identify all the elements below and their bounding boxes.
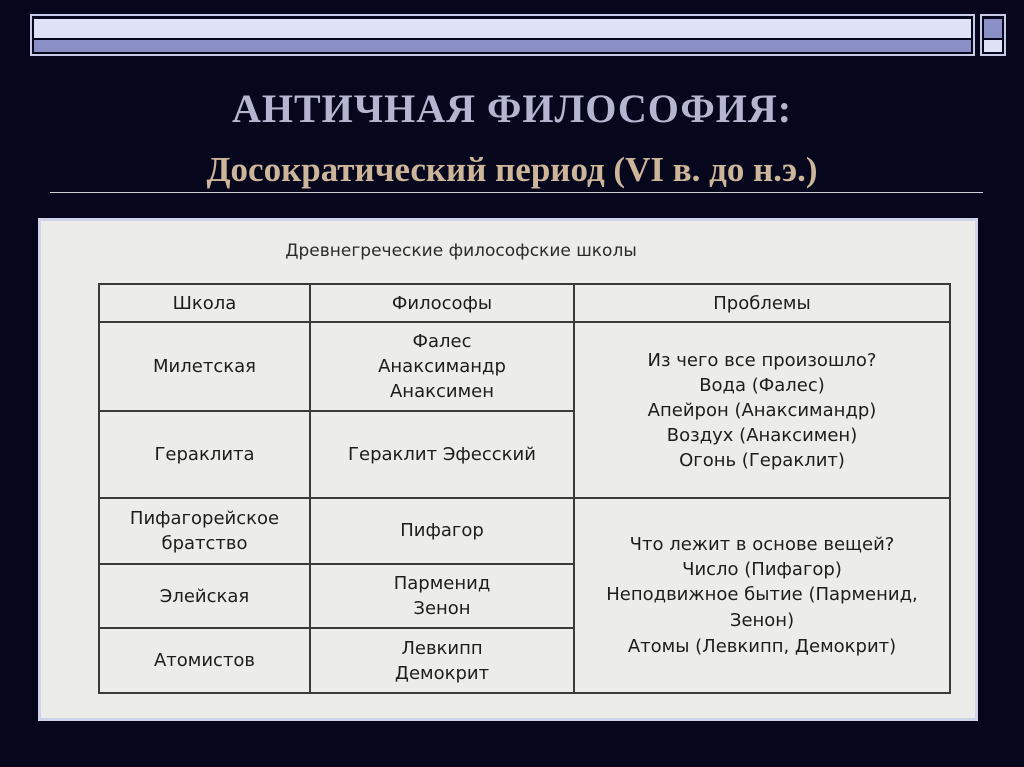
- decorative-top-bar: [30, 14, 975, 56]
- school-cell: Пифагорейское братство: [99, 498, 310, 564]
- decorative-corner-square: [980, 14, 1006, 56]
- top-bar-light-band: [34, 19, 971, 38]
- header-problems: Проблемы: [574, 284, 950, 322]
- problems-cell-group2: Что лежит в основе вещей? Число (Пифагор) Неподвижное бытие (Парменид, Зенон) Атомы (Левкипп, Демокрит): [574, 498, 950, 693]
- philosophers-cell: Фалес Анаксимандр Анаксимен: [310, 322, 574, 411]
- corner-light-band: [984, 40, 1002, 52]
- philosophers-cell: Левкипп Демокрит: [310, 628, 574, 693]
- school-cell: Атомистов: [99, 628, 310, 693]
- slide-title: АНТИЧНАЯ ФИЛОСОФИЯ:: [231, 86, 793, 131]
- top-bar-accent-band: [34, 40, 971, 52]
- school-cell: Гераклита: [99, 411, 310, 498]
- school-cell: Милетская: [99, 322, 310, 411]
- slide-subtitle: Досократический период (VI в. до н.э.): [206, 150, 818, 189]
- title-divider: [50, 192, 983, 193]
- table-row: [99, 498, 950, 564]
- philosophers-cell: Пифагор: [310, 498, 574, 564]
- philosophers-cell: Гераклит Эфесский: [310, 411, 574, 498]
- corner-accent-band: [984, 19, 1002, 38]
- table-header-row: [99, 284, 950, 322]
- table-row: [99, 322, 950, 411]
- philosophers-cell: Парменид Зенон: [310, 564, 574, 629]
- school-cell: Элейская: [99, 564, 310, 629]
- header-school: Школа: [99, 284, 310, 322]
- table-caption: Древнегреческие философские школы: [285, 241, 637, 261]
- problems-cell-group1: Из чего все произошло? Вода (Фалес) Апейрон (Анаксимандр) Воздух (Анаксимен) Огонь (Гераклит): [574, 322, 950, 498]
- schools-table: [98, 283, 951, 694]
- scanned-table-image: [38, 218, 978, 721]
- header-philosophers: Философы: [310, 284, 574, 322]
